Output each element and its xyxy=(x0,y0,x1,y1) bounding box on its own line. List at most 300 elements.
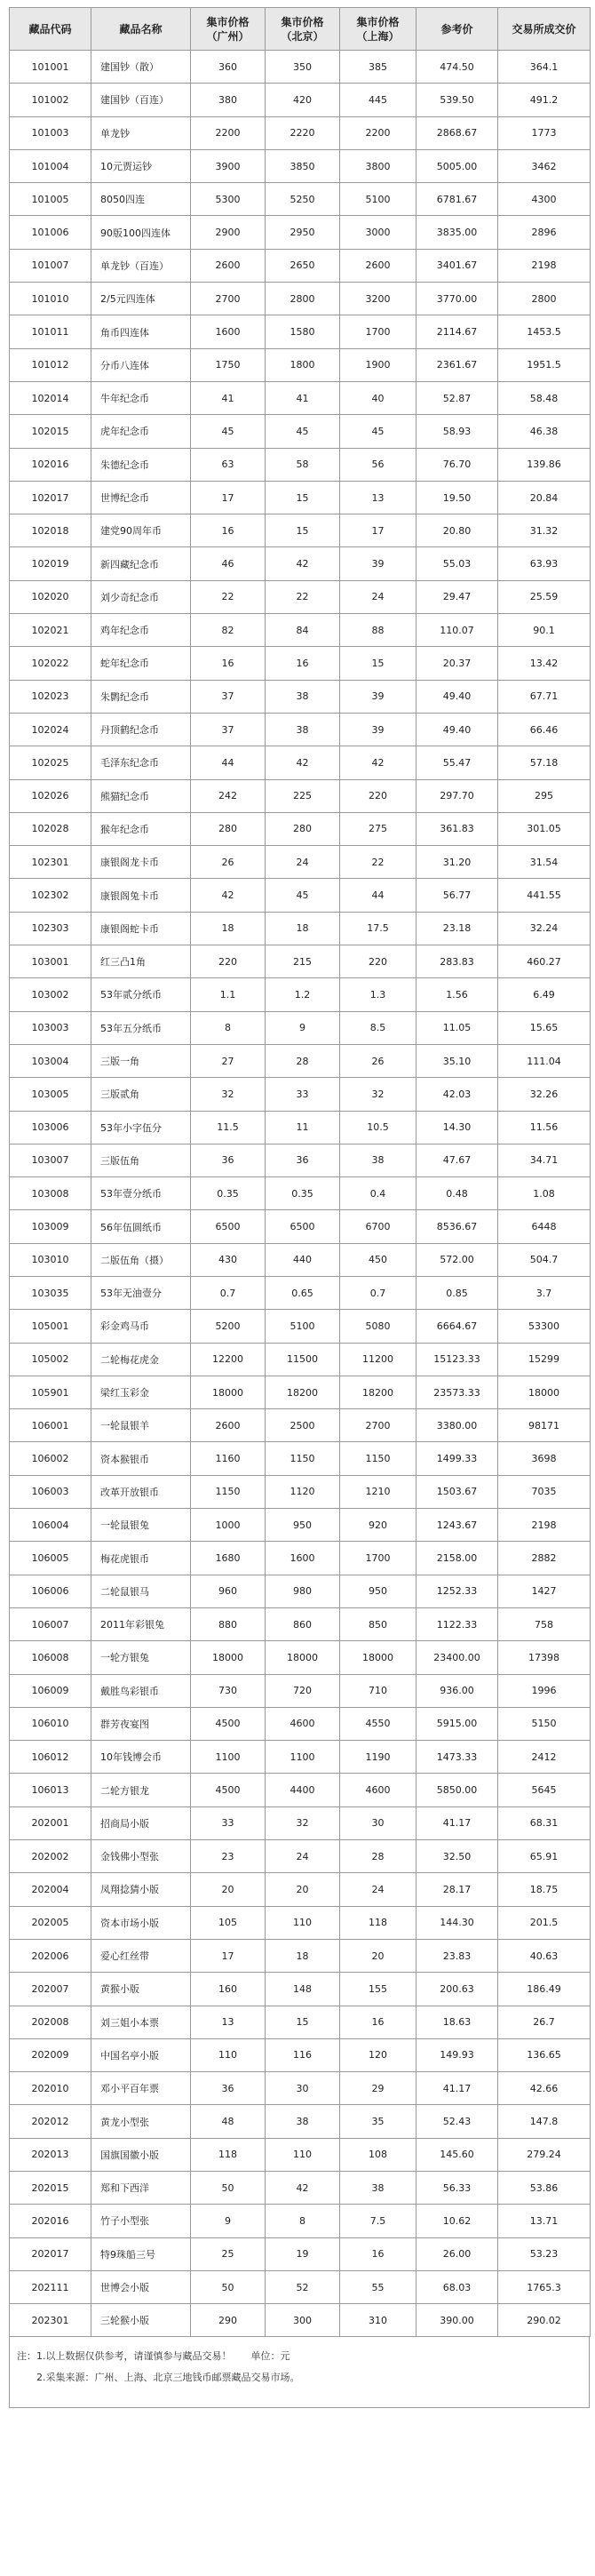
reference-price-cell: 23.18 xyxy=(416,912,498,945)
price-shanghai-cell: 3800 xyxy=(340,149,416,182)
price-shanghai-cell: 2600 xyxy=(340,249,416,282)
table-row xyxy=(10,2138,591,2171)
price-shanghai-cell: 850 xyxy=(340,1607,416,1640)
table-row xyxy=(10,1741,591,1774)
price-beijing-cell: 24 xyxy=(266,846,340,879)
price-table xyxy=(9,7,591,2337)
price-shanghai-cell: 39 xyxy=(340,547,416,580)
price-shanghai-cell: 5100 xyxy=(340,183,416,216)
table-row xyxy=(10,2205,591,2237)
name-cell: 8050四连 xyxy=(91,183,191,216)
name-cell: 一轮方银兔 xyxy=(91,1641,191,1674)
reference-price-cell: 110.07 xyxy=(416,614,498,647)
code-cell: 103004 xyxy=(10,1044,91,1077)
price-shanghai-cell: 1210 xyxy=(340,1475,416,1508)
table-row xyxy=(10,1442,591,1475)
reference-price-cell: 936.00 xyxy=(416,1674,498,1707)
table-row xyxy=(10,283,591,315)
table-row xyxy=(10,547,591,580)
name-cell: 特9珠船三号 xyxy=(91,2237,191,2270)
name-cell: 梁红玉彩金 xyxy=(91,1376,191,1408)
table-row xyxy=(10,1210,591,1243)
footnote-2-text: 2.采集来源：广州、上海、北京三地钱币邮票藏品交易市场。 xyxy=(36,2372,300,2384)
exchange-price-cell: 15299 xyxy=(498,1343,591,1376)
table-row xyxy=(10,1475,591,1508)
price-guangzhou-cell: 880 xyxy=(191,1607,266,1640)
name-cell: 53年小字伍分 xyxy=(91,1111,191,1144)
price-shanghai-cell: 55 xyxy=(340,2270,416,2303)
exchange-price-cell: 26.7 xyxy=(498,2006,591,2038)
price-shanghai-cell: 1700 xyxy=(340,1542,416,1575)
price-beijing-cell: 300 xyxy=(266,2304,340,2337)
price-shanghai-cell: 3000 xyxy=(340,216,416,249)
price-beijing-cell: 38 xyxy=(266,713,340,746)
price-shanghai-cell: 0.7 xyxy=(340,1276,416,1309)
price-shanghai-cell: 920 xyxy=(340,1509,416,1542)
code-cell: 102018 xyxy=(10,514,91,547)
code-cell: 202002 xyxy=(10,1840,91,1873)
code-cell: 102023 xyxy=(10,680,91,713)
name-cell: 世博会小版 xyxy=(91,2270,191,2303)
price-guangzhou-cell: 11.5 xyxy=(191,1111,266,1144)
price-shanghai-cell: 1150 xyxy=(340,1442,416,1475)
price-guangzhou-cell: 1100 xyxy=(191,1741,266,1774)
price-beijing-cell: 4600 xyxy=(266,1707,340,1740)
table-row xyxy=(10,1310,591,1343)
name-cell: 资本市场小版 xyxy=(91,1906,191,1939)
code-cell: 103035 xyxy=(10,1276,91,1309)
exchange-price-cell: 31.54 xyxy=(498,846,591,879)
table-row xyxy=(10,1509,591,1542)
table-row xyxy=(10,2105,591,2138)
reference-price-cell: 2158.00 xyxy=(416,1542,498,1575)
price-beijing-cell: 5100 xyxy=(266,1310,340,1343)
reference-price-cell: 10.62 xyxy=(416,2205,498,2237)
price-guangzhou-cell: 4500 xyxy=(191,1774,266,1806)
price-beijing-cell: 18 xyxy=(266,912,340,945)
name-cell: 53年贰分纸币 xyxy=(91,978,191,1011)
exchange-price-cell: 25.59 xyxy=(498,580,591,613)
price-guangzhou-cell: 32 xyxy=(191,1078,266,1111)
price-shanghai-cell: 385 xyxy=(340,51,416,84)
price-guangzhou-cell: 41 xyxy=(191,381,266,414)
price-guangzhou-cell: 20 xyxy=(191,1873,266,1906)
price-guangzhou-cell: 430 xyxy=(191,1243,266,1276)
price-beijing-cell: 22 xyxy=(266,580,340,613)
price-beijing-cell: 3850 xyxy=(266,149,340,182)
price-shanghai-cell: 17.5 xyxy=(340,912,416,945)
price-beijing-cell: 2800 xyxy=(266,283,340,315)
price-guangzhou-cell: 17 xyxy=(191,1939,266,1972)
exchange-price-cell: 46.38 xyxy=(498,415,591,448)
price-guangzhou-cell: 2200 xyxy=(191,116,266,149)
reference-price-cell: 149.93 xyxy=(416,2038,498,2071)
header-name: 藏品名称 xyxy=(91,8,191,51)
exchange-price-cell: 65.91 xyxy=(498,1840,591,1873)
price-shanghai-cell: 22 xyxy=(340,846,416,879)
code-cell: 202004 xyxy=(10,1873,91,1906)
price-beijing-cell: 440 xyxy=(266,1243,340,1276)
price-guangzhou-cell: 1150 xyxy=(191,1475,266,1508)
exchange-price-cell: 1427 xyxy=(498,1575,591,1607)
table-row xyxy=(10,713,591,746)
price-shanghai-cell: 118 xyxy=(340,1906,416,1939)
reference-price-cell: 35.10 xyxy=(416,1044,498,1077)
reference-price-cell: 539.50 xyxy=(416,84,498,116)
price-guangzhou-cell: 33 xyxy=(191,1806,266,1839)
table-row xyxy=(10,1044,591,1077)
price-beijing-cell: 16 xyxy=(266,647,340,680)
code-cell: 202001 xyxy=(10,1806,91,1839)
price-beijing-cell: 32 xyxy=(266,1806,340,1839)
code-cell: 202005 xyxy=(10,1906,91,1939)
exchange-price-cell: 136.65 xyxy=(498,2038,591,2071)
exchange-price-cell: 68.31 xyxy=(498,1806,591,1839)
name-cell: 鸡年纪念币 xyxy=(91,614,191,647)
table-row xyxy=(10,1078,591,1111)
exchange-price-cell: 13.71 xyxy=(498,2205,591,2237)
price-shanghai-cell: 11200 xyxy=(340,1343,416,1376)
price-beijing-cell: 15 xyxy=(266,481,340,514)
reference-price-cell: 15123.33 xyxy=(416,1343,498,1376)
table-row xyxy=(10,1906,591,1939)
reference-price-cell: 1243.67 xyxy=(416,1509,498,1542)
name-cell: 彩金鸡马币 xyxy=(91,1310,191,1343)
code-cell: 105002 xyxy=(10,1343,91,1376)
exchange-price-cell: 90.1 xyxy=(498,614,591,647)
name-cell: 角币四连体 xyxy=(91,315,191,348)
code-cell: 102301 xyxy=(10,846,91,879)
code-cell: 101003 xyxy=(10,116,91,149)
name-cell: 资本猴银币 xyxy=(91,1442,191,1475)
price-beijing-cell: 4400 xyxy=(266,1774,340,1806)
code-cell: 102014 xyxy=(10,381,91,414)
reference-price-cell: 41.17 xyxy=(416,1806,498,1839)
code-cell: 202009 xyxy=(10,2038,91,2071)
name-cell: 2/5元四连体 xyxy=(91,283,191,315)
price-beijing-cell: 1800 xyxy=(266,348,340,381)
table-row xyxy=(10,149,591,182)
price-beijing-cell: 420 xyxy=(266,84,340,116)
table-row xyxy=(10,2270,591,2303)
price-shanghai-cell: 950 xyxy=(340,1575,416,1607)
reference-price-cell: 14.30 xyxy=(416,1111,498,1144)
table-row xyxy=(10,315,591,348)
code-cell: 103002 xyxy=(10,978,91,1011)
price-guangzhou-cell: 2900 xyxy=(191,216,266,249)
price-shanghai-cell: 450 xyxy=(340,1243,416,1276)
price-shanghai-cell: 42 xyxy=(340,746,416,779)
reference-price-cell: 52.87 xyxy=(416,381,498,414)
code-cell: 101004 xyxy=(10,149,91,182)
code-cell: 102016 xyxy=(10,448,91,481)
price-guangzhou-cell: 5200 xyxy=(191,1310,266,1343)
reference-price-cell: 23573.33 xyxy=(416,1376,498,1408)
exchange-price-cell: 2412 xyxy=(498,1741,591,1774)
price-beijing-cell: 11500 xyxy=(266,1343,340,1376)
price-beijing-cell: 5250 xyxy=(266,183,340,216)
name-cell: 53年无油壹分 xyxy=(91,1276,191,1309)
table-row xyxy=(10,1409,591,1442)
price-shanghai-cell: 2200 xyxy=(340,116,416,149)
header-exchange-price: 交易所成交价 xyxy=(498,8,591,51)
exchange-price-cell: 295 xyxy=(498,779,591,812)
table-row xyxy=(10,846,591,879)
price-guangzhou-cell: 160 xyxy=(191,1973,266,2006)
reference-price-cell: 3401.67 xyxy=(416,249,498,282)
code-cell: 106005 xyxy=(10,1542,91,1575)
reference-price-cell: 5915.00 xyxy=(416,1707,498,1740)
price-guangzhou-cell: 18000 xyxy=(191,1376,266,1408)
name-cell: 10元贾运钞 xyxy=(91,149,191,182)
price-guangzhou-cell: 6500 xyxy=(191,1210,266,1243)
reference-price-cell: 8536.67 xyxy=(416,1210,498,1243)
name-cell: 10年钱博会币 xyxy=(91,1741,191,1774)
table-row xyxy=(10,415,591,448)
price-guangzhou-cell: 25 xyxy=(191,2237,266,2270)
name-cell: 康银阁龙卡币 xyxy=(91,846,191,879)
price-shanghai-cell: 18200 xyxy=(340,1376,416,1408)
exchange-price-cell: 364.1 xyxy=(498,51,591,84)
table-row xyxy=(10,1542,591,1575)
price-shanghai-cell: 0.4 xyxy=(340,1177,416,1210)
price-beijing-cell: 18200 xyxy=(266,1376,340,1408)
code-cell: 103010 xyxy=(10,1243,91,1276)
code-cell: 105901 xyxy=(10,1376,91,1408)
price-guangzhou-cell: 36 xyxy=(191,2072,266,2105)
table-row xyxy=(10,348,591,381)
price-shanghai-cell: 18000 xyxy=(340,1641,416,1674)
reference-price-cell: 76.70 xyxy=(416,448,498,481)
code-cell: 202017 xyxy=(10,2237,91,2270)
reference-price-cell: 52.43 xyxy=(416,2105,498,2138)
exchange-price-cell: 32.24 xyxy=(498,912,591,945)
exchange-price-cell: 98171 xyxy=(498,1409,591,1442)
exchange-price-cell: 5150 xyxy=(498,1707,591,1740)
price-beijing-cell: 2950 xyxy=(266,216,340,249)
price-beijing-cell: 950 xyxy=(266,1509,340,1542)
price-shanghai-cell: 445 xyxy=(340,84,416,116)
code-cell: 102028 xyxy=(10,812,91,845)
reference-price-cell: 32.50 xyxy=(416,1840,498,1873)
price-guangzhou-cell: 110 xyxy=(191,2038,266,2071)
price-beijing-cell: 24 xyxy=(266,1840,340,1873)
footnote-2 xyxy=(17,2367,589,2389)
price-beijing-cell: 0.65 xyxy=(266,1276,340,1309)
reference-price-cell: 572.00 xyxy=(416,1243,498,1276)
price-guangzhou-cell: 16 xyxy=(191,647,266,680)
price-beijing-cell: 0.35 xyxy=(266,1177,340,1210)
code-cell: 103005 xyxy=(10,1078,91,1111)
table-row xyxy=(10,1111,591,1144)
exchange-price-cell: 17398 xyxy=(498,1641,591,1674)
name-cell: 二版伍角（摄） xyxy=(91,1243,191,1276)
exchange-price-cell: 3698 xyxy=(498,1442,591,1475)
table-row xyxy=(10,1575,591,1607)
name-cell: 三版一角 xyxy=(91,1044,191,1077)
name-cell: 凤翔捻猜小版 xyxy=(91,1873,191,1906)
name-cell: 黄猴小版 xyxy=(91,1973,191,2006)
exchange-price-cell: 15.65 xyxy=(498,1011,591,1044)
price-guangzhou-cell: 46 xyxy=(191,547,266,580)
exchange-price-cell: 491.2 xyxy=(498,84,591,116)
table-row xyxy=(10,614,591,647)
price-guangzhou-cell: 118 xyxy=(191,2138,266,2171)
name-cell: 牛年纪念币 xyxy=(91,381,191,414)
reference-price-cell: 42.03 xyxy=(416,1078,498,1111)
price-beijing-cell: 2500 xyxy=(266,1409,340,1442)
footnotes xyxy=(9,2337,590,2408)
price-shanghai-cell: 310 xyxy=(340,2304,416,2337)
exchange-price-cell: 5645 xyxy=(498,1774,591,1806)
exchange-price-cell: 1773 xyxy=(498,116,591,149)
name-cell: 世博纪念币 xyxy=(91,481,191,514)
price-beijing-cell: 33 xyxy=(266,1078,340,1111)
reference-price-cell: 11.05 xyxy=(416,1011,498,1044)
table-row xyxy=(10,51,591,84)
name-cell: 朱鹮纪念币 xyxy=(91,680,191,713)
code-cell: 106003 xyxy=(10,1475,91,1508)
code-cell: 103001 xyxy=(10,945,91,978)
header-price-beijing: 集市价格 （北京） xyxy=(266,8,340,51)
code-cell: 102024 xyxy=(10,713,91,746)
table-row xyxy=(10,647,591,680)
price-guangzhou-cell: 2600 xyxy=(191,249,266,282)
name-cell: 梅花虎银币 xyxy=(91,1542,191,1575)
price-beijing-cell: 1100 xyxy=(266,1741,340,1774)
code-cell: 101001 xyxy=(10,51,91,84)
price-guangzhou-cell: 0.7 xyxy=(191,1276,266,1309)
price-beijing-cell: 2650 xyxy=(266,249,340,282)
price-shanghai-cell: 4550 xyxy=(340,1707,416,1740)
price-shanghai-cell: 20 xyxy=(340,1939,416,1972)
price-shanghai-cell: 39 xyxy=(340,713,416,746)
reference-price-cell: 145.60 xyxy=(416,2138,498,2171)
name-cell: 单龙钞 xyxy=(91,116,191,149)
reference-price-cell: 20.37 xyxy=(416,647,498,680)
table-row xyxy=(10,1973,591,2006)
footnote-1-text: 注：1.以上数据仅供参考，请谨慎参与藏品交易！ xyxy=(17,2350,232,2363)
price-guangzhou-cell: 23 xyxy=(191,1840,266,1873)
code-cell: 102020 xyxy=(10,580,91,613)
table-body xyxy=(10,51,591,2337)
exchange-price-cell: 6.49 xyxy=(498,978,591,1011)
price-guangzhou-cell: 1.1 xyxy=(191,978,266,1011)
reference-price-cell: 5850.00 xyxy=(416,1774,498,1806)
price-guangzhou-cell: 50 xyxy=(191,2270,266,2303)
name-cell: 朱德纪念币 xyxy=(91,448,191,481)
reference-price-cell: 2114.67 xyxy=(416,315,498,348)
name-cell: 竹子小型张 xyxy=(91,2205,191,2237)
price-beijing-cell: 110 xyxy=(266,2138,340,2171)
exchange-price-cell: 6448 xyxy=(498,1210,591,1243)
price-guangzhou-cell: 82 xyxy=(191,614,266,647)
price-shanghai-cell: 1190 xyxy=(340,1741,416,1774)
exchange-price-cell: 20.84 xyxy=(498,481,591,514)
name-cell: 一轮鼠银羊 xyxy=(91,1409,191,1442)
table-row xyxy=(10,448,591,481)
reference-price-cell: 2868.67 xyxy=(416,116,498,149)
exchange-price-cell: 3462 xyxy=(498,149,591,182)
name-cell: 新四藏纪念币 xyxy=(91,547,191,580)
header-price-shanghai: 集市价格 （上海） xyxy=(340,8,416,51)
price-guangzhou-cell: 9 xyxy=(191,2205,266,2237)
reference-price-cell: 58.93 xyxy=(416,415,498,448)
price-guangzhou-cell: 105 xyxy=(191,1906,266,1939)
exchange-price-cell: 53300 xyxy=(498,1310,591,1343)
price-guangzhou-cell: 44 xyxy=(191,746,266,779)
name-cell: 国旗国徽小版 xyxy=(91,2138,191,2171)
price-beijing-cell: 9 xyxy=(266,1011,340,1044)
price-beijing-cell: 28 xyxy=(266,1044,340,1077)
table-row xyxy=(10,2072,591,2105)
price-beijing-cell: 980 xyxy=(266,1575,340,1607)
reference-price-cell: 5005.00 xyxy=(416,149,498,182)
reference-price-cell: 1.56 xyxy=(416,978,498,1011)
price-beijing-cell: 6500 xyxy=(266,1210,340,1243)
reference-price-cell: 55.47 xyxy=(416,746,498,779)
name-cell: 金钱佛小型张 xyxy=(91,1840,191,1873)
reference-price-cell: 1252.33 xyxy=(416,1575,498,1607)
code-cell: 106002 xyxy=(10,1442,91,1475)
price-beijing-cell: 1600 xyxy=(266,1542,340,1575)
code-cell: 102021 xyxy=(10,614,91,647)
price-guangzhou-cell: 1160 xyxy=(191,1442,266,1475)
reference-price-cell: 1503.67 xyxy=(416,1475,498,1508)
exchange-price-cell: 11.56 xyxy=(498,1111,591,1144)
name-cell: 黄龙小型张 xyxy=(91,2105,191,2138)
price-shanghai-cell: 17 xyxy=(340,514,416,547)
reference-price-cell: 3770.00 xyxy=(416,283,498,315)
table-row xyxy=(10,2172,591,2205)
price-guangzhou-cell: 730 xyxy=(191,1674,266,1707)
reference-price-cell: 20.80 xyxy=(416,514,498,547)
table-row xyxy=(10,1806,591,1839)
code-cell: 106007 xyxy=(10,1607,91,1640)
price-shanghai-cell: 30 xyxy=(340,1806,416,1839)
table-row xyxy=(10,746,591,779)
price-shanghai-cell: 16 xyxy=(340,2237,416,2270)
price-guangzhou-cell: 3900 xyxy=(191,149,266,182)
price-shanghai-cell: 220 xyxy=(340,779,416,812)
code-cell: 202006 xyxy=(10,1939,91,1972)
price-guangzhou-cell: 1680 xyxy=(191,1542,266,1575)
code-cell: 106012 xyxy=(10,1741,91,1774)
price-guangzhou-cell: 26 xyxy=(191,846,266,879)
price-shanghai-cell: 710 xyxy=(340,1674,416,1707)
price-guangzhou-cell: 360 xyxy=(191,51,266,84)
code-cell: 103003 xyxy=(10,1011,91,1044)
price-beijing-cell: 38 xyxy=(266,680,340,713)
price-guangzhou-cell: 5300 xyxy=(191,183,266,216)
name-cell: 改革开放银币 xyxy=(91,1475,191,1508)
price-shanghai-cell: 10.5 xyxy=(340,1111,416,1144)
reference-price-cell: 283.83 xyxy=(416,945,498,978)
name-cell: 招商局小版 xyxy=(91,1806,191,1839)
price-shanghai-cell: 40 xyxy=(340,381,416,414)
exchange-price-cell: 301.05 xyxy=(498,812,591,845)
name-cell: 康银阁蛇卡币 xyxy=(91,912,191,945)
price-guangzhou-cell: 12200 xyxy=(191,1343,266,1376)
exchange-price-cell: 58.48 xyxy=(498,381,591,414)
table-row xyxy=(10,1840,591,1873)
price-shanghai-cell: 13 xyxy=(340,481,416,514)
name-cell: 建国钞（散） xyxy=(91,51,191,84)
price-shanghai-cell: 275 xyxy=(340,812,416,845)
exchange-price-cell: 42.66 xyxy=(498,2072,591,2105)
reference-price-cell: 3835.00 xyxy=(416,216,498,249)
price-beijing-cell: 116 xyxy=(266,2038,340,2071)
